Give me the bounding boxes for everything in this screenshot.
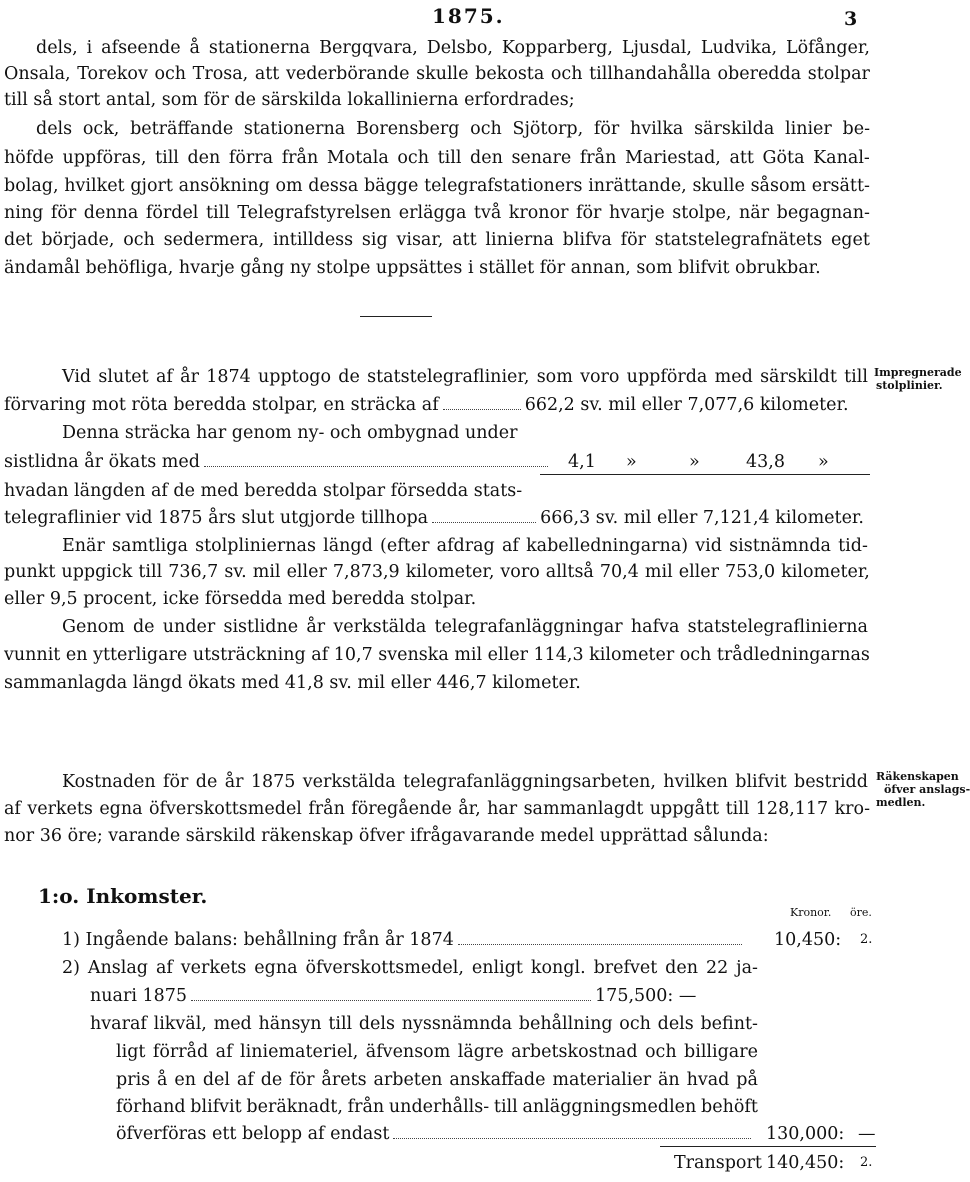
word: ning (4, 203, 44, 223)
leader-dots (191, 988, 591, 1001)
word: behållning (518, 1014, 613, 1034)
income-section-title: 1:o. Inkomster. (38, 884, 208, 908)
word: upptogo (258, 367, 332, 387)
word: skulle (416, 64, 469, 84)
p2-line-7 (62, 536, 868, 556)
word: med (714, 367, 753, 387)
word: de (195, 772, 218, 792)
word: kro- (834, 799, 870, 819)
word: kronor (508, 203, 569, 223)
p2-line-3: Denna sträcka har genom ny- och ombygnad under (62, 423, 518, 443)
word: kilometer, (405, 562, 495, 582)
word: utsträckning (192, 645, 306, 665)
word: och (644, 1042, 677, 1062)
word: 10,7 (333, 645, 373, 665)
word: stolpar (807, 64, 870, 84)
transport-label: Transport (674, 1153, 762, 1173)
word: tid- (838, 536, 868, 556)
word: öfverskottsmedel, (305, 958, 464, 978)
word: stolpe, (672, 203, 732, 223)
word: ersätt- (811, 176, 870, 196)
income-item-2-sub-1 (90, 1014, 758, 1034)
word: stolpliniernas (195, 536, 316, 556)
word: från (579, 148, 617, 168)
word: särskilda (694, 119, 775, 139)
total-rule (660, 1146, 876, 1147)
word: statstelegrafnätets (654, 230, 823, 250)
p2-line-12: sammanlagda längd ökats med 41,8 sv. mil eller 446,7 kilometer. (4, 673, 581, 693)
word: uppföras, (62, 148, 147, 168)
word: Onsala, (4, 64, 71, 84)
word: och (470, 119, 502, 139)
word: intilldess (272, 230, 354, 250)
word: två (473, 203, 502, 223)
word: för (576, 203, 602, 223)
word: blifva (562, 230, 612, 250)
p1-line-1 (36, 38, 870, 58)
word: år (180, 367, 199, 387)
word: längd (323, 536, 373, 556)
word: Vid (62, 367, 92, 387)
word: 7,873,9 (332, 562, 400, 582)
transport-kronor: 140,450: (766, 1153, 845, 1173)
word: af (501, 536, 519, 556)
word: stationerna (243, 119, 346, 139)
word: Delsbo, (426, 38, 493, 58)
p2-line-11 (4, 645, 870, 665)
word: punkt (4, 562, 56, 582)
word: hafva (630, 617, 680, 637)
word: Löfånger, (786, 38, 870, 58)
word: de (338, 367, 360, 387)
word: likväl, (153, 1014, 207, 1034)
word: och (550, 64, 583, 84)
word: telegrafanläggningar (434, 617, 623, 637)
word: ock, (82, 119, 120, 139)
word: att (254, 64, 280, 84)
word: till (138, 562, 163, 582)
word: arbetskostnad (511, 1042, 638, 1062)
word: telegrafanläggningsarbeten, (403, 772, 656, 792)
word: blifvit (735, 772, 787, 792)
word: bolag, (4, 176, 59, 196)
word: visar, (396, 230, 444, 250)
word: dessa (308, 176, 359, 196)
word: särskildt (760, 367, 837, 387)
word: till (844, 367, 868, 387)
word: förråd (152, 1042, 209, 1062)
word: för (50, 203, 77, 223)
word: 1875 (250, 772, 296, 792)
word: höfde (4, 148, 54, 168)
word: de (132, 617, 155, 637)
word: af (4, 799, 21, 819)
word: 1874 (206, 367, 251, 387)
p2-line-9: eller 9,5 procent, icke försedda med beredda stolpar. (4, 589, 477, 609)
item-2-ore: — (858, 1124, 876, 1144)
word: verkets (180, 958, 247, 978)
word: uppgick (61, 562, 133, 582)
word: Telegrafstyrelsen (237, 203, 392, 223)
word: blifvit (190, 1097, 242, 1117)
word: dels (36, 119, 73, 139)
item-1-ore: 2. (860, 932, 873, 947)
word: af (236, 1070, 254, 1090)
word: dels (657, 1014, 694, 1034)
word: hvilket (64, 176, 125, 196)
word: att (452, 230, 477, 250)
word: till (493, 1097, 518, 1117)
word: anskaffade (449, 1070, 546, 1090)
word: begagnan- (776, 203, 870, 223)
word: lägre (457, 1042, 504, 1062)
word: eget (830, 230, 870, 250)
leader-dots (443, 397, 521, 410)
word: 128,117 (755, 799, 829, 819)
word: verkstälda (302, 772, 396, 792)
word: statstelegraflinier, (367, 367, 530, 387)
word: från (347, 1097, 385, 1117)
word: de (260, 1070, 283, 1090)
p2-line-10 (62, 617, 868, 637)
word: till (155, 148, 179, 168)
income-item-1: 1) Ingående balans: behållning från år 1874 (62, 930, 746, 950)
word: ansökning (178, 176, 270, 196)
word: och (123, 230, 155, 250)
word: statstelegraflinierna (687, 617, 868, 637)
p3-line-2 (4, 799, 870, 819)
p2-added-km: 43,8 (746, 452, 785, 472)
word: eller (286, 562, 327, 582)
word: Motala (326, 148, 389, 168)
p2-line-2: förvaring mot röta beredda stolpar, en sträcka af 662,2 sv. mil eller 7,077,6 kilometer. (4, 395, 849, 415)
word: den (470, 148, 503, 168)
leader-dots (432, 510, 536, 523)
word: svenska (378, 645, 449, 665)
word: billigare (684, 1042, 758, 1062)
margin-note-rakenskapen: Räkenskapen öfver anslags- medlen. (876, 770, 970, 809)
word: trådledningarnas (716, 645, 870, 665)
p1-line-4 (36, 119, 870, 139)
word: voro (580, 367, 620, 387)
word: årets (321, 1070, 367, 1090)
word: egna (254, 958, 298, 978)
word: det (4, 230, 33, 250)
word: voro (500, 562, 540, 582)
word: för (593, 119, 620, 139)
word: hvarje (608, 203, 665, 223)
word: erlägga (398, 203, 467, 223)
word: 736,7 (168, 562, 219, 582)
leader-dots (458, 932, 742, 945)
word: år (306, 617, 326, 637)
sum-rule (540, 474, 870, 475)
leader-dots (204, 454, 548, 467)
word: sedermera, (163, 230, 265, 250)
page-number: 3 (844, 8, 858, 30)
word: att (729, 148, 754, 168)
word: Trosa, (192, 64, 249, 84)
word: kilometer (589, 645, 675, 665)
word: 753,0 (725, 562, 776, 582)
word: sistlidne (223, 617, 299, 637)
word: en (174, 1070, 196, 1090)
p2-added-mil: 4,1 (568, 452, 596, 472)
page-year: 1875. (432, 4, 505, 28)
column-header-kronor: Kronor. (790, 906, 832, 919)
word: som (536, 367, 573, 387)
word: senare (511, 148, 572, 168)
word: beträffande (130, 119, 234, 139)
word: från (281, 148, 319, 168)
word: liniemateriel, (240, 1042, 359, 1062)
word: till (205, 203, 230, 223)
word: vid (695, 536, 722, 556)
word: en (65, 645, 88, 665)
p2-ditto-1: » (626, 452, 637, 472)
p1-line-6 (4, 176, 870, 196)
word: befint- (700, 1014, 758, 1034)
word: af (155, 367, 173, 387)
p1-line-5 (4, 148, 870, 168)
word: nyssnämnda (401, 1014, 513, 1034)
word: ytterligare (93, 645, 188, 665)
word: Kanal- (813, 148, 870, 168)
word: öfverskottsmedel (149, 799, 302, 819)
word: kilometer, (781, 562, 870, 582)
word: bestridd (794, 772, 868, 792)
word: arbeten (373, 1070, 443, 1090)
word: anläggningsmedlen (522, 1097, 697, 1117)
word: Torekov (77, 64, 148, 84)
p3-line-3: nor 36 öre; varande särskild räkenskap öfver ifrågavarande medel upprättad sålunda: (4, 826, 769, 846)
word: hvad (686, 1070, 730, 1090)
word: till (328, 1014, 353, 1034)
word: uppförda (626, 367, 708, 387)
p2-line-6: telegraflinier vid 1875 års slut utgjorde tillhopa 666,3 sv. mil eller 7,121,4 kilometer. (4, 508, 864, 528)
word: materialier (552, 1070, 652, 1090)
word: mil (454, 645, 483, 665)
word: oberedda (717, 64, 802, 84)
p2-line-1 (62, 367, 868, 387)
word: och (619, 1014, 651, 1034)
word: mil (644, 562, 673, 582)
word: Kostnaden (62, 772, 156, 792)
word: under (162, 617, 216, 637)
word: 22 (705, 958, 729, 978)
word: kongl. (530, 958, 586, 978)
word: stationerna (208, 38, 311, 58)
word: när (739, 203, 770, 223)
word: på (736, 1070, 758, 1090)
income-item-2-line-1 (62, 958, 758, 978)
word: gjort (130, 176, 173, 196)
word: Sjötorp, (512, 119, 584, 139)
word: till (437, 148, 462, 168)
word: hvilken (663, 772, 728, 792)
word: till (725, 799, 750, 819)
p1-line-2 (4, 64, 870, 84)
word: 70,4 (599, 562, 639, 582)
word: sammanlagdt (523, 799, 644, 819)
word: i (86, 38, 93, 58)
word: och (397, 148, 429, 168)
word: verkets (27, 799, 93, 819)
word: behöft (701, 1097, 758, 1117)
word: dels (358, 1014, 395, 1034)
word: af (155, 958, 173, 978)
income-item-2-sub-3 (116, 1070, 758, 1090)
word: äfvensom (365, 1042, 451, 1062)
word: inrättande, (588, 176, 687, 196)
word: mil (252, 562, 281, 582)
word: hvilka (629, 119, 684, 139)
section-divider (360, 316, 432, 317)
word: samtliga (112, 536, 188, 556)
word: verkstälda (333, 617, 427, 637)
word: å (189, 38, 200, 58)
word: Kopparberg, (501, 38, 613, 58)
word: slutet (98, 367, 149, 387)
p2-line-8 (4, 562, 870, 582)
word: för (620, 230, 647, 250)
item-1-kronor: 10,450: (774, 930, 842, 950)
word: brefvet (593, 958, 658, 978)
word: linierna (485, 230, 554, 250)
word: än (657, 1070, 680, 1090)
word: ligt (116, 1042, 146, 1062)
word: har (487, 799, 518, 819)
word: hvaraf (90, 1014, 147, 1034)
word: Göta (762, 148, 805, 168)
word: Mariestad, (624, 148, 721, 168)
word: alltså (545, 562, 594, 582)
column-header-ore: öre. (850, 906, 872, 919)
word: den (665, 958, 699, 978)
word: Bergqvara, (319, 38, 418, 58)
word: tillhandahålla (589, 64, 711, 84)
word: ja- (736, 958, 758, 978)
income-item-2-sub-4 (116, 1097, 758, 1117)
word: bägge (363, 176, 419, 196)
word: afseende (101, 38, 181, 58)
word: för (163, 772, 189, 792)
income-item-2-last: öfverföras ett belopp af endast (116, 1124, 755, 1144)
item-2-kronor: 130,000: (766, 1124, 845, 1144)
word: beräknadt, (246, 1097, 343, 1117)
p1-line-8 (4, 230, 870, 250)
word: af (215, 1042, 233, 1062)
transport-ore: 2. (860, 1155, 873, 1170)
word: å (157, 1070, 168, 1090)
income-item-2-line-2: nuari 1875 175,500: — (90, 986, 697, 1006)
word: föregående (351, 799, 452, 819)
word: 2) (62, 958, 80, 978)
word: linier (785, 119, 832, 139)
p1-line-3: till så stort antal, som för de särskilda lokallinierna erfordrades; (4, 90, 575, 110)
p1-line-9: ändamål behöfliga, hvarje gång ny stolpe uppsättes i stället för annan, som blifvit obrukbar. (4, 258, 821, 278)
word: af (311, 645, 329, 665)
word: Ludvika, (700, 38, 778, 58)
p2-ditto-3: » (818, 452, 829, 472)
word: såsom (750, 176, 807, 196)
p2-line-4: sistlidna år ökats med (4, 452, 552, 472)
word: bekosta (475, 64, 545, 84)
word: förra (228, 148, 274, 168)
word: om (275, 176, 303, 196)
word: be- (842, 119, 870, 139)
p2-line-5: hvadan längden af de med beredda stolpar försedda stats- (4, 481, 523, 501)
word: förhand (116, 1097, 186, 1117)
word: Anslag (87, 958, 149, 978)
word: uppgått (649, 799, 720, 819)
word: hänsyn (258, 1014, 322, 1034)
word: eller (487, 645, 528, 665)
word: började, (41, 230, 115, 250)
word: för (289, 1070, 315, 1090)
word: fördel (145, 203, 199, 223)
margin-note-impregnerade: Impregnerade stolplinier. (874, 366, 962, 392)
income-item-2-sub-2 (116, 1042, 758, 1062)
word: och (679, 645, 712, 665)
word: dels, (36, 38, 78, 58)
p2-ditto-2: » (689, 452, 700, 472)
word: egna (99, 799, 143, 819)
word: afdrag (436, 536, 495, 556)
leader-dots (393, 1126, 751, 1139)
word: pris (116, 1070, 151, 1090)
word: kabelledningarna) (526, 536, 689, 556)
word: enligt (471, 958, 523, 978)
word: vederbörande (285, 64, 410, 84)
word: med (213, 1014, 252, 1034)
word: sig (361, 230, 388, 250)
word: Enär (62, 536, 105, 556)
word: den (187, 148, 221, 168)
word: 114,3 (533, 645, 584, 665)
word: denna (83, 203, 139, 223)
word: skulle (692, 176, 745, 196)
word: Ljusdal, (621, 38, 692, 58)
word: sv. (224, 562, 247, 582)
word: Borensberg (355, 119, 460, 139)
word: sistnämnda (729, 536, 831, 556)
word: telegrafstationers (424, 176, 583, 196)
word: eller (678, 562, 719, 582)
word: underhålls- (388, 1097, 490, 1117)
word: Genom (62, 617, 125, 637)
p1-line-7 (4, 203, 870, 223)
word: och (154, 64, 187, 84)
p3-line-1 (62, 772, 868, 792)
word: år, (458, 799, 481, 819)
word: år (224, 772, 244, 792)
word: vunnit (4, 645, 61, 665)
word: (efter (380, 536, 430, 556)
word: del (202, 1070, 231, 1090)
word: från (308, 799, 345, 819)
